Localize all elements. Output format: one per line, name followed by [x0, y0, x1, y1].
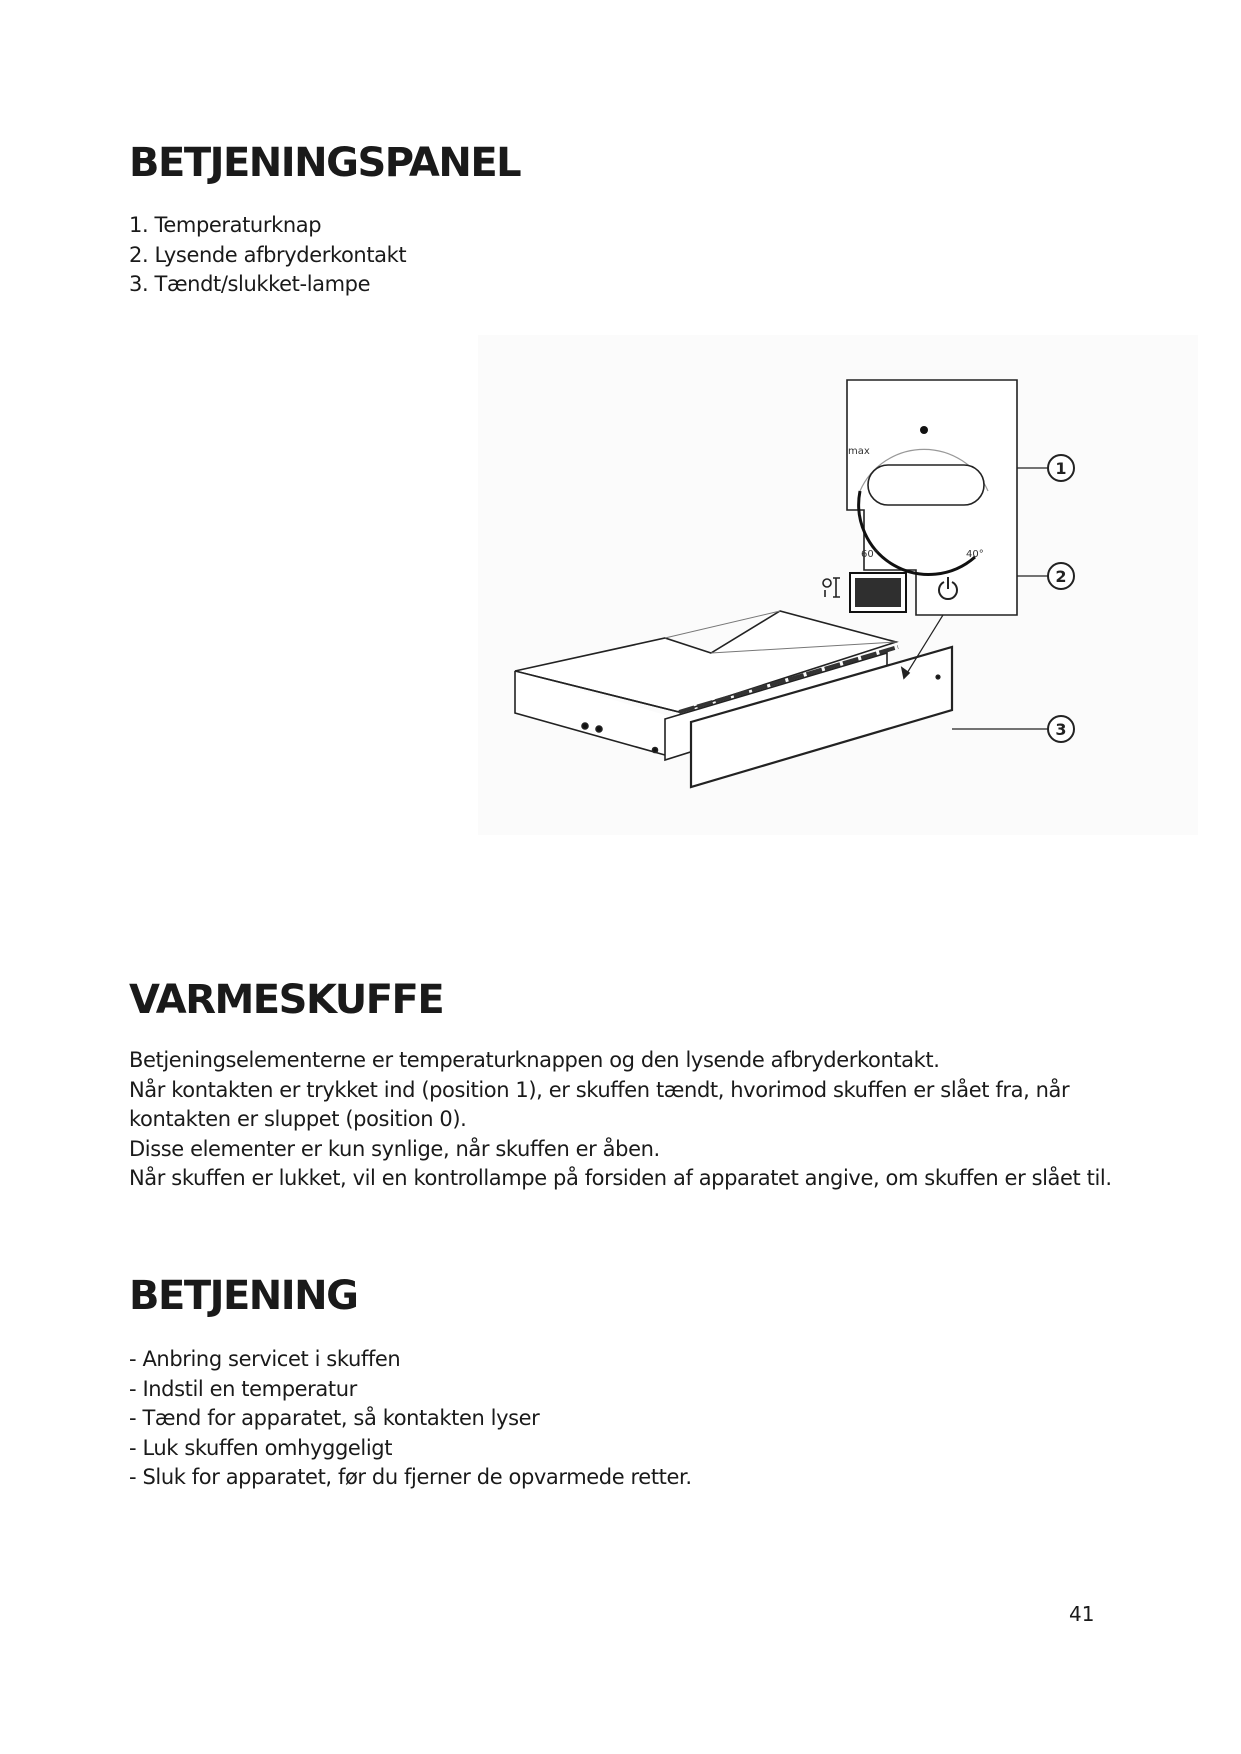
heading-betjeningspanel: BETJENINGSPANEL: [129, 140, 521, 186]
panel-legend-list: [129, 211, 406, 300]
step-item: - Sluk for apparatet, før du fjerner de opvarmede retter.: [129, 1465, 692, 1489]
callout-number-2: 2: [1055, 567, 1067, 586]
operation-steps: [129, 1345, 692, 1493]
paragraph-line: Når kontakten er trykket ind (position 1), er skuffen tændt, hvorimod skuffen er slået fra, når: [129, 1077, 1070, 1102]
legend-item: 3. Tændt/slukket-lampe: [129, 272, 371, 296]
step-item: - Tænd for apparatet, så kontakten lyser: [129, 1406, 540, 1430]
temperature-knob: [868, 465, 984, 505]
page-number: 41: [1069, 1602, 1095, 1626]
callout-number-3: 3: [1055, 720, 1067, 739]
dial-position-dot: [920, 426, 928, 434]
control-panel-diagram: [478, 335, 1198, 835]
paragraph-line: Når skuffen er lukket, vil en kontrollampe på forsiden af apparatet angive, om skuffen er slået til.: [129, 1166, 1112, 1190]
drawer-description: [129, 1046, 1112, 1194]
dial-label-max: max: [848, 446, 870, 457]
step-item: - Luk skuffen omhyggeligt: [129, 1435, 393, 1460]
heading-varmeskuffe: VARMESKUFFE: [129, 977, 444, 1023]
legend-item: 1. Temperaturknap: [129, 213, 322, 237]
dial-label-60: 60°: [861, 549, 879, 560]
rocker-switch-face: [855, 578, 901, 607]
dial-label-40: 40°: [966, 549, 984, 560]
paragraph-line: Disse elementer er kun synlige, når skuffen er åben.: [129, 1136, 660, 1161]
screw-hole: [596, 726, 602, 732]
screw-hole: [653, 748, 658, 753]
callout-number-1: 1: [1055, 459, 1067, 478]
paragraph-line: Betjeningselementerne er temperaturknappen og den lysende afbryderkontakt.: [129, 1048, 940, 1072]
indicator-lamp: [936, 675, 940, 679]
diagram-background: [478, 335, 1198, 835]
screw-hole: [582, 723, 588, 729]
paragraph-line: kontakten er sluppet (position 0).: [129, 1107, 467, 1131]
step-item: - Indstil en temperatur: [129, 1376, 357, 1401]
legend-item: 2. Lysende afbryderkontakt: [129, 242, 407, 267]
heading-betjening: BETJENING: [129, 1273, 358, 1319]
step-item: - Anbring servicet i skuffen: [129, 1347, 401, 1371]
